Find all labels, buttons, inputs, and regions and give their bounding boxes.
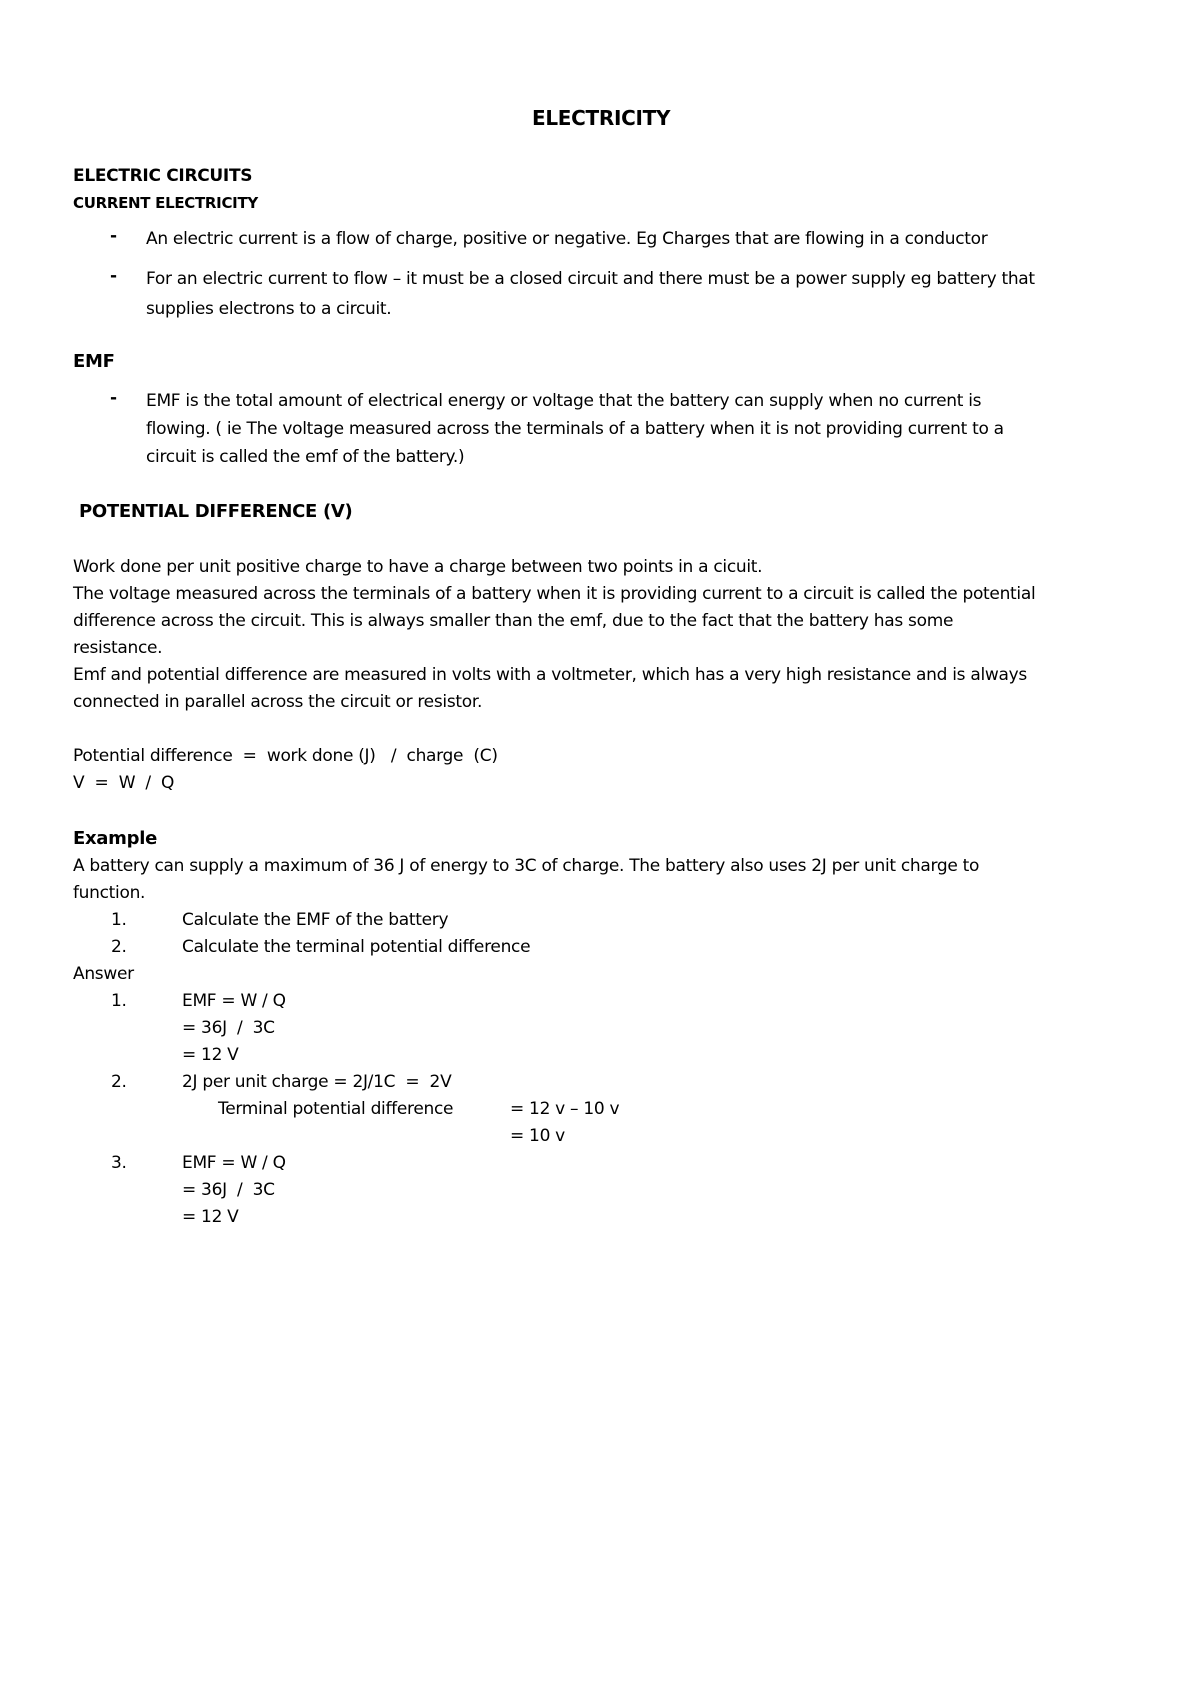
- answer-terminal-label: Terminal potential difference: [218, 1099, 454, 1119]
- bullet-current-flow-line2: supplies electrons to a circuit.: [146, 299, 392, 319]
- question-number: 1.: [111, 910, 127, 930]
- pd-line: connected in parallel across the circuit or resistor.: [73, 692, 483, 712]
- answer-number: 2.: [111, 1072, 127, 1092]
- answer-label: Answer: [73, 964, 134, 984]
- pd-line: The voltage measured across the terminals of a battery when it is providing current to a circuit is called the potential: [73, 584, 1036, 604]
- example-text-line2: function.: [73, 883, 146, 903]
- question-text: Calculate the EMF of the battery: [182, 910, 449, 930]
- page-title: ELECTRICITY: [532, 106, 671, 130]
- answer-terminal-eq1: = 12 v – 10 v: [510, 1099, 620, 1119]
- bullet-emf-line1: EMF is the total amount of electrical energy or voltage that the battery can supply when no current is: [146, 391, 982, 411]
- pd-line: Emf and potential difference are measured in volts with a voltmeter, which has a very high resistance and is always: [73, 665, 1027, 685]
- pd-line: Work done per unit positive charge to have a charge between two points in a cicuit.: [73, 557, 763, 577]
- answer-terminal-eq2: = 10 v: [510, 1126, 565, 1146]
- bullet-marker: -: [110, 226, 118, 246]
- pd-line: resistance.: [73, 638, 163, 658]
- example-text-line1: A battery can supply a maximum of 36 J of energy to 3C of charge. The battery also uses 2J per unit charge to: [73, 856, 980, 876]
- answer-line: EMF = W / Q: [182, 1153, 286, 1173]
- bullet-current-flow-line1: For an electric current to flow – it must be a closed circuit and there must be a power supply eg battery that: [146, 269, 1035, 289]
- bullet-emf-line2: flowing. ( ie The voltage measured across the terminals of a battery when it is not providing current to a: [146, 419, 1004, 439]
- bullet-marker: -: [110, 266, 118, 286]
- heading-example: Example: [73, 828, 157, 849]
- heading-potential-difference: POTENTIAL DIFFERENCE (V): [79, 501, 353, 522]
- question-text: Calculate the terminal potential difference: [182, 937, 531, 957]
- formula-symbols: V = W / Q: [73, 773, 175, 793]
- answer-line: = 36J / 3C: [182, 1018, 275, 1038]
- answer-line: = 12 V: [182, 1207, 239, 1227]
- answer-line: 2J per unit charge = 2J/1C = 2V: [182, 1072, 452, 1092]
- question-number: 2.: [111, 937, 127, 957]
- answer-number: 3.: [111, 1153, 127, 1173]
- answer-line: = 36J / 3C: [182, 1180, 275, 1200]
- answer-number: 1.: [111, 991, 127, 1011]
- heading-emf: EMF: [73, 351, 115, 372]
- bullet-emf-line3: circuit is called the emf of the battery.): [146, 447, 465, 467]
- answer-line: = 12 V: [182, 1045, 239, 1065]
- answer-line: EMF = W / Q: [182, 991, 286, 1011]
- bullet-marker: -: [110, 388, 118, 408]
- formula-words: Potential difference = work done (J) / charge (C): [73, 746, 498, 766]
- subheading-current-electricity: CURRENT ELECTRICITY: [73, 194, 258, 212]
- heading-electric-circuits: ELECTRIC CIRCUITS: [73, 166, 253, 186]
- bullet-current-definition: An electric current is a flow of charge, positive or negative. Eg Charges that are flowing in a conductor: [146, 229, 988, 249]
- pd-line: difference across the circuit. This is always smaller than the emf, due to the fact that the battery has some: [73, 611, 954, 631]
